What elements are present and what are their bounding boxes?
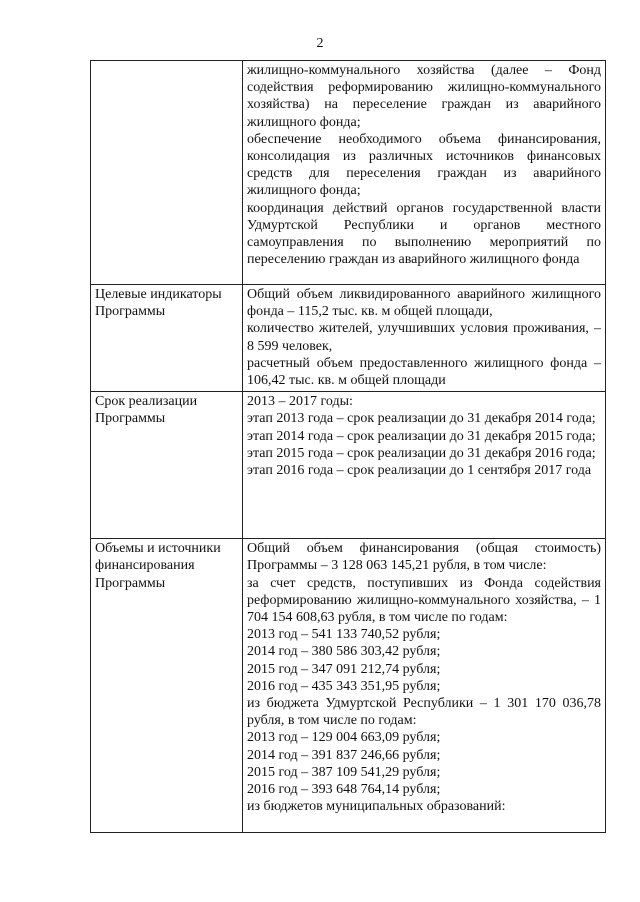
- table-row: [91, 61, 606, 285]
- text-line: 2015 год – 387 109 541,29 рубля;: [247, 764, 441, 780]
- row-label: [91, 61, 243, 285]
- text-line: этап 2016 года – срок реализации до 1 сентября 2017 года: [247, 463, 592, 479]
- text-line: Общий объем ликвидированного аварийного жилищного фонда – 115,2 тыс. кв. м общей площади,: [247, 287, 601, 320]
- text-line: этап 2014 года – срок реализации до 31 декабря 2015 года;: [247, 428, 596, 444]
- table-row: [91, 539, 606, 833]
- text-line: 2014 год – 391 837 246,66 рубля;: [247, 747, 441, 763]
- row-label: Целевые индикаторы Программы: [91, 285, 243, 392]
- text-line: из бюджетов муниципальных образований:: [247, 799, 506, 815]
- text-line: этап 2013 года – срок реализации до 31 декабря 2014 года;: [247, 411, 596, 427]
- row-label: Объемы и источники финансирования Программы: [91, 539, 243, 833]
- text-line: расчетный объем предоставленного жилищного фонда – 106,42 тыс. кв. м общей площади: [247, 355, 601, 389]
- text-line: количество жителей, улучшивших условия проживания, – 8 599 человек,: [247, 321, 601, 354]
- row-content: [243, 61, 606, 285]
- text-line: 2013 год – 541 133 740,52 рубля;: [247, 627, 441, 643]
- page-number: 2: [316, 36, 324, 51]
- text-line: жилищно-коммунального хозяйства (далее – Фонд содействия реформированию жилищно-коммунального хозяйства) на переселение граждан из аварийного жилищного фонда;: [247, 63, 601, 130]
- text-line: из бюджета Удмуртской Республики – 1 301 170 036,78 рубля, в том числе по годам:: [247, 696, 601, 729]
- table-row: [91, 392, 606, 539]
- text-line: 2016 год – 435 343 351,95 рубля;: [247, 678, 441, 694]
- row-label: Срок реализации Программы: [91, 392, 243, 539]
- text-line: Общий объем финансирования (общая стоимость) Программы – 3 128 063 145,21 рубля, в том числе:: [247, 541, 601, 574]
- text-line: 2014 год – 380 586 303,42 рубля;: [247, 644, 441, 660]
- text-line: координация действий органов государственной власти Удмуртской Республики и органов местного самоуправления по выполнению мероприятий по переселению граждан из аварийного жилищного фонда: [247, 200, 601, 268]
- row-content: [243, 539, 606, 833]
- text-line: 2013 год – 129 004 663,09 рубля;: [247, 730, 441, 746]
- text-line: 2013 – 2017 годы:: [247, 394, 353, 410]
- text-line: этап 2015 года – срок реализации до 31 декабря 2016 года;: [247, 445, 596, 461]
- program-passport-table: [90, 60, 606, 833]
- row-content: [243, 285, 606, 392]
- text-line: обеспечение необходимого объема финансирования, консолидация из различных источников финансовых средств для переселения граждан из аварийного жилищного фонда;: [247, 131, 601, 199]
- text-line: 2015 год – 347 091 212,74 рубля;: [247, 661, 441, 677]
- text-line: 2016 год – 393 648 764,14 рубля;: [247, 782, 441, 798]
- table-row: [91, 285, 606, 392]
- text-line: за счет средств, поступивших из Фонда содействия реформированию жилищно-коммунального хозяйства, – 1 704 154 608,63 рубля, в том числе по годам:: [247, 575, 601, 626]
- row-content: [243, 392, 606, 539]
